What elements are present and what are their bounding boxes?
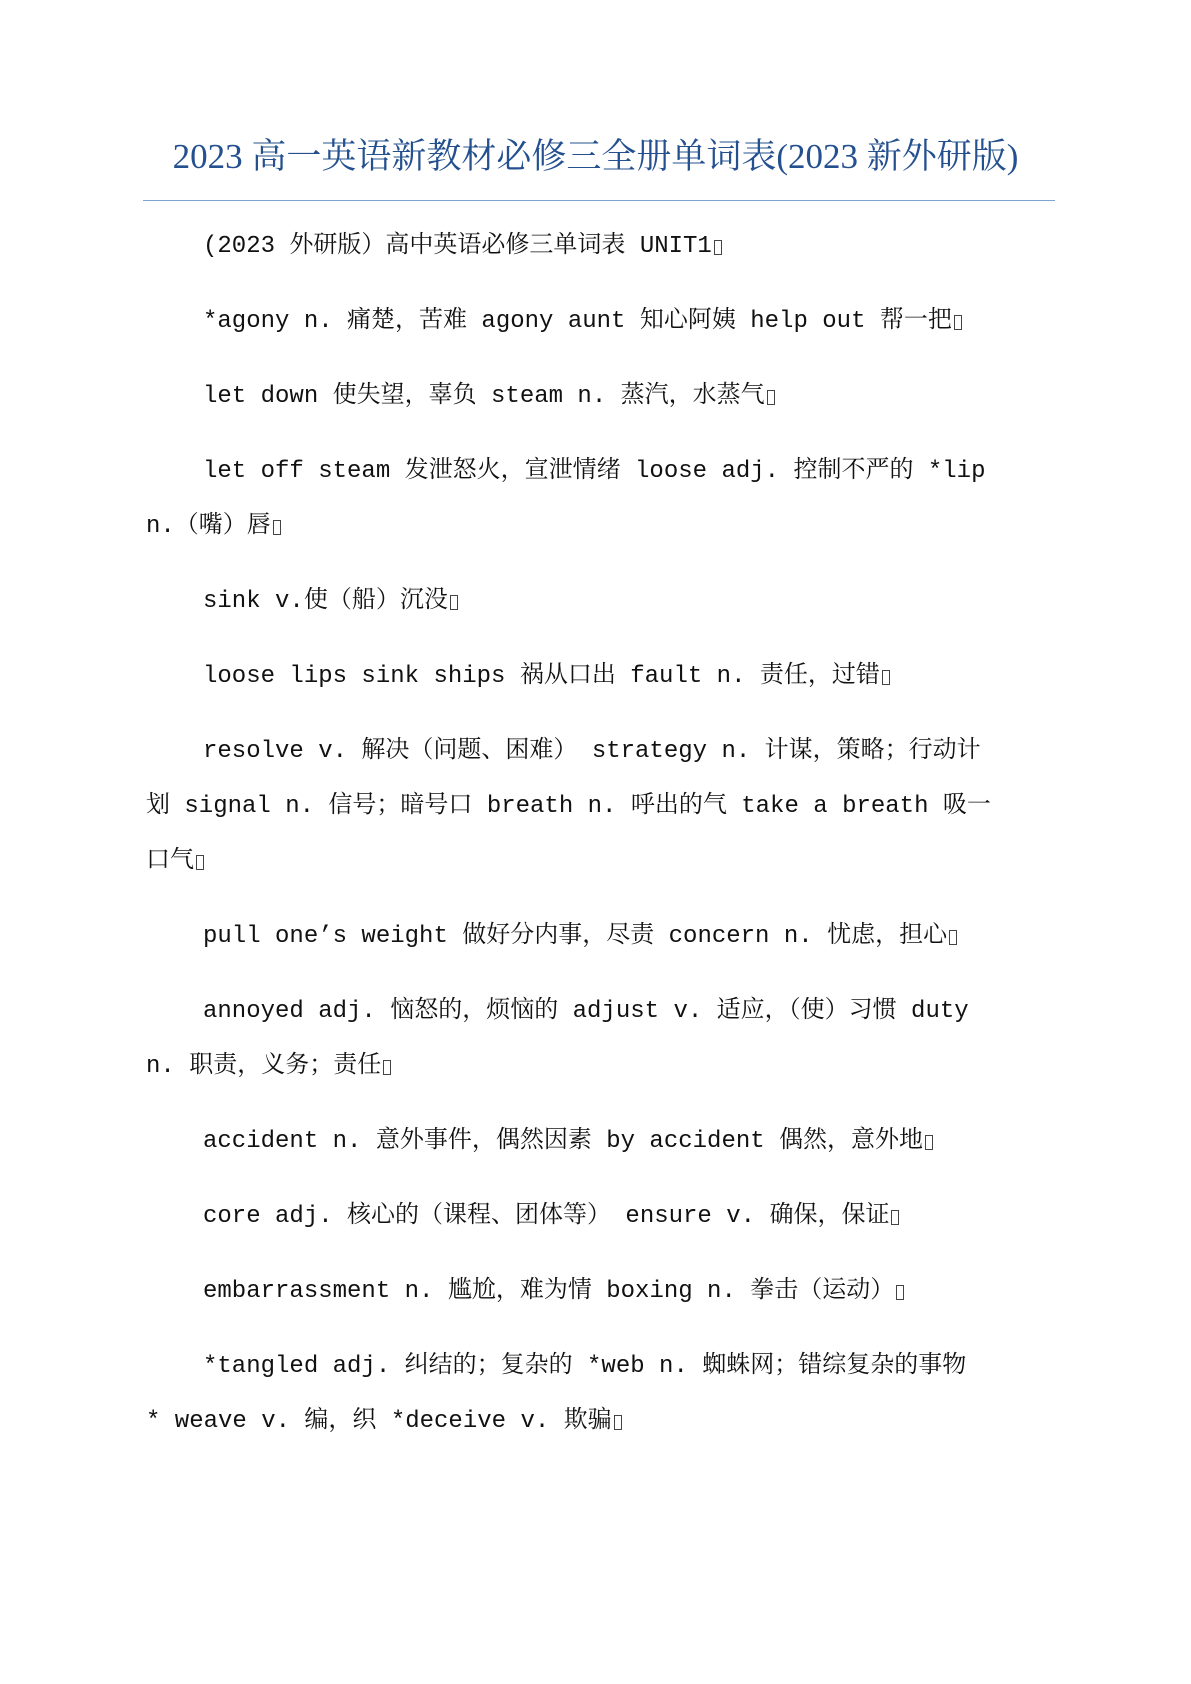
paragraph-line — [146, 779, 1051, 834]
paragraph-line — [146, 1264, 1051, 1319]
line-text: n. 职责，义务；责任 — [146, 1053, 382, 1080]
paragraph-mark-icon — [196, 855, 204, 870]
line-text: embarrassment n. 尴尬，难为情 boxing n. 拳击（运动） — [203, 1278, 895, 1305]
paragraph-mark-icon — [949, 930, 957, 945]
line-text: let down 使失望，辜负 steam n. 蒸汽，水蒸气 — [203, 383, 765, 410]
paragraph-line — [146, 1339, 1051, 1394]
paragraph — [146, 444, 1051, 554]
paragraph — [146, 1264, 1051, 1319]
line-text: resolve v. 解决（问题、困难） strategy n. 计谋，策略；行动计 — [203, 738, 981, 765]
line-text: (2023 外研版）高中英语必修三单词表 UNIT1 — [203, 233, 712, 260]
document-body — [146, 219, 1051, 1469]
paragraph-mark-icon — [882, 670, 890, 685]
paragraph — [146, 574, 1051, 629]
paragraph-line — [146, 219, 1051, 274]
line-text: annoyed adj. 恼怒的，烦恼的 adjust v. 适应，（使）习惯 duty — [203, 998, 969, 1025]
line-text: 口气 — [146, 848, 194, 875]
line-text: core adj. 核心的（课程、团体等） ensure v. 确保，保证 — [203, 1203, 890, 1230]
paragraph-line — [146, 1394, 1051, 1449]
paragraph-line — [146, 724, 1051, 779]
paragraph-line — [146, 1114, 1051, 1169]
paragraph — [146, 909, 1051, 964]
line-text: sink v.使（船）沉没 — [203, 588, 448, 615]
paragraph-line — [146, 574, 1051, 629]
line-text: 划 signal n. 信号；暗号口 breath n. 呼出的气 take a breath 吸一 — [146, 793, 991, 820]
paragraph-line — [146, 909, 1051, 964]
paragraph — [146, 984, 1051, 1094]
paragraph-mark-icon — [954, 315, 962, 330]
paragraph-line — [146, 984, 1051, 1039]
line-text: * weave v. 编，织 *deceive v. 欺骗 — [146, 1408, 612, 1435]
line-text: *agony n. 痛楚，苦难 agony aunt 知心阿姨 help out 帮一把 — [203, 308, 952, 335]
paragraph — [146, 1189, 1051, 1244]
paragraph-line — [146, 369, 1051, 424]
line-text: let off steam 发泄怒火，宣泄情绪 loose adj. 控制不严的 *lip — [203, 458, 986, 485]
paragraph — [146, 1114, 1051, 1169]
paragraph — [146, 294, 1051, 349]
paragraph-mark-icon — [614, 1415, 622, 1430]
line-text: loose lips sink ships 祸从口出 fault n. 责任，过错 — [203, 663, 880, 690]
paragraph-mark-icon — [891, 1210, 899, 1225]
paragraph — [146, 724, 1051, 889]
paragraph — [146, 649, 1051, 704]
paragraph-line — [146, 444, 1051, 499]
line-text: accident n. 意外事件，偶然因素 by accident 偶然，意外地 — [203, 1128, 924, 1155]
paragraph — [146, 219, 1051, 274]
paragraph-mark-icon — [383, 1060, 391, 1075]
paragraph-line — [146, 499, 1051, 554]
line-text: pull one’s weight 做好分内事，尽责 concern n. 忧虑，担心 — [203, 923, 948, 950]
paragraph-line — [146, 1189, 1051, 1244]
document-title: 2023 高一英语新教材必修三全册单词表(2023 新外研版) — [172, 137, 1019, 176]
paragraph-mark-icon — [896, 1285, 904, 1300]
paragraph-line — [146, 1039, 1051, 1094]
paragraph-mark-icon — [767, 390, 775, 405]
paragraph-line — [146, 649, 1051, 704]
line-text: *tangled adj. 纠结的；复杂的 *web n. 蜘蛛网；错综复杂的事物 — [203, 1353, 967, 1380]
paragraph-mark-icon — [450, 595, 458, 610]
title-divider — [143, 200, 1055, 201]
paragraph-mark-icon — [273, 520, 281, 535]
paragraph-line — [146, 294, 1051, 349]
paragraph-mark-icon — [925, 1135, 933, 1150]
paragraph — [146, 1339, 1051, 1449]
line-text: n.（嘴）唇 — [146, 513, 271, 540]
paragraph — [146, 369, 1051, 424]
paragraph-mark-icon — [714, 240, 722, 255]
paragraph-line — [146, 834, 1051, 889]
